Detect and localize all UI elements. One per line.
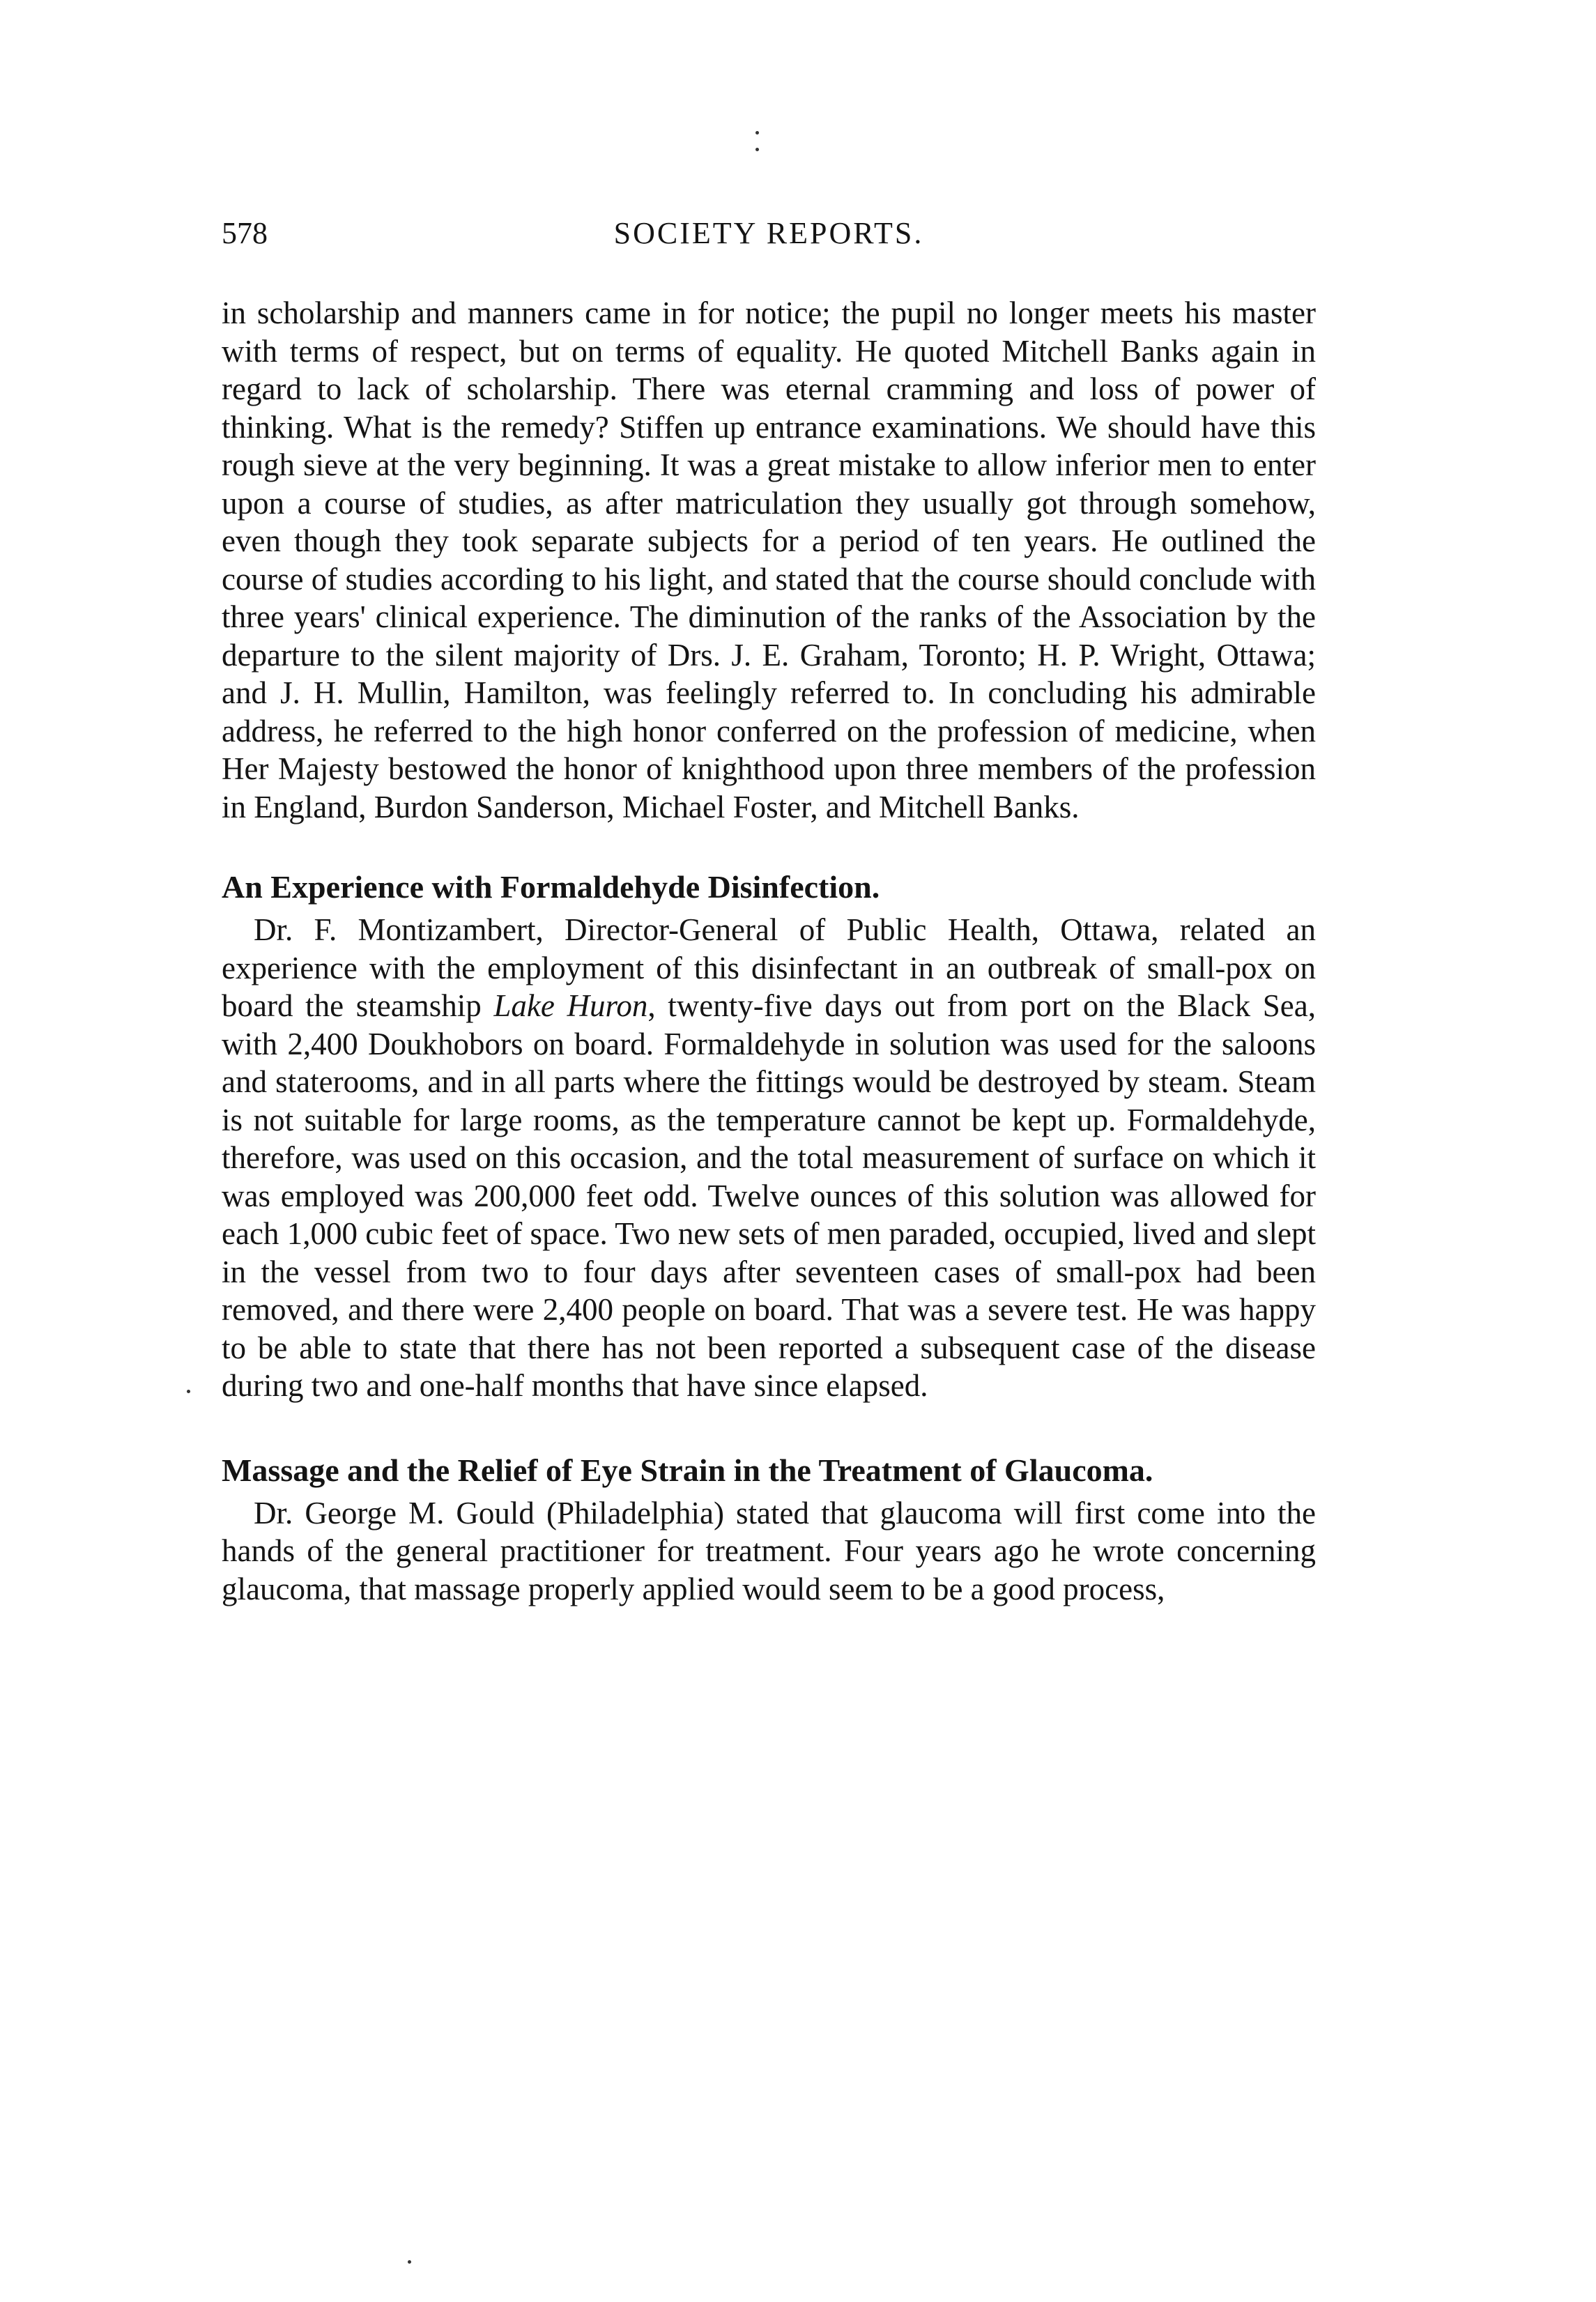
page-number: 578 [222, 216, 268, 250]
print-speck [187, 1390, 190, 1393]
paragraph-text-end: , twenty-five days out from port on the Black Sea, with 2,400 Doukhobors on board. Formaldehyde in solution was used for the saloons and staterooms, and in all parts where the fittings would be destroyed by steam. Steam is not suitable for large rooms, as the temperature cannot be kept up. Formaldehyde, therefore, was used on this occasion, and the total measurement of surface on which it was employed was 200,000 feet odd. Twelve ounces of this solution was allowed for each 1,000 cubic feet of space. Two new sets of men paraded, occupied, lived and slept in the vessel from two to four days after seventeen cases of small-pox had been removed, and there were 2,400 people on board. That was a severe test. He was happy to be able to state that there has not been reported a subsequent case of the disease during two and one-half months that have since elapsed. [222, 988, 1316, 1403]
print-speck [408, 2260, 411, 2264]
print-speck [755, 131, 759, 135]
continued-paragraph: in scholarship and manners came in for notice; the pupil no longer meets his master with terms of respect, but on terms of equality. He quoted Mitchell Banks again in regard to lack of scholarship. There was eternal cramming and loss of power of thinking. What is the remedy? Stiffen up entrance examinations. We should have this rough sieve at the very beginning. It was a great mistake to allow inferior men to enter upon a course of studies, as after matriculation they usually got through somehow, even though they took separate subjects for a period of ten years. He outlined the course of studies according to his light, and stated that the course should conclude with three years' clinical experience. The diminution of the ranks of the Association by the departure to the silent majority of Drs. J. E. Graham, Toronto; H. P. Wright, Ottawa; and J. H. Mullin, Hamilton, was feelingly referred to. In concluding his admirable address, he referred to the high honor conferred on the profession of medicine, when Her Majesty bestowed the honor of knighthood upon three members of the profession in England, Burdon Sanderson, Michael Foster, and Mitchell Banks. [222, 296, 1316, 824]
paragraph-text-start: Dr. F. Montizambert, Director-General of Public Health, Ottawa, related an experience with the employment of this disinfectant in an outbreak of small-pox on board the steamship [222, 912, 1316, 1023]
print-speck [755, 148, 759, 151]
section-heading-formaldehyde: An Experience with Formaldehyde Disinfection. [222, 869, 880, 905]
paragraph-formaldehyde [222, 911, 1316, 1405]
book-page [222, 209, 1316, 1608]
ship-name: Lake Huron [493, 988, 648, 1023]
paragraph-glaucoma: Dr. George M. Gould (Philadelphia) stated that glaucoma will first come into the hands of the general practitioner for treatment. Four years ago he wrote concerning glaucoma, that massage properly applied would seem to be a good process, [222, 1495, 1316, 1606]
section-heading-glaucoma: Massage and the Relief of Eye Strain in the Treatment of Glaucoma. [222, 1452, 1153, 1488]
running-title: SOCIETY REPORTS. [613, 216, 924, 250]
running-head [222, 209, 1316, 258]
